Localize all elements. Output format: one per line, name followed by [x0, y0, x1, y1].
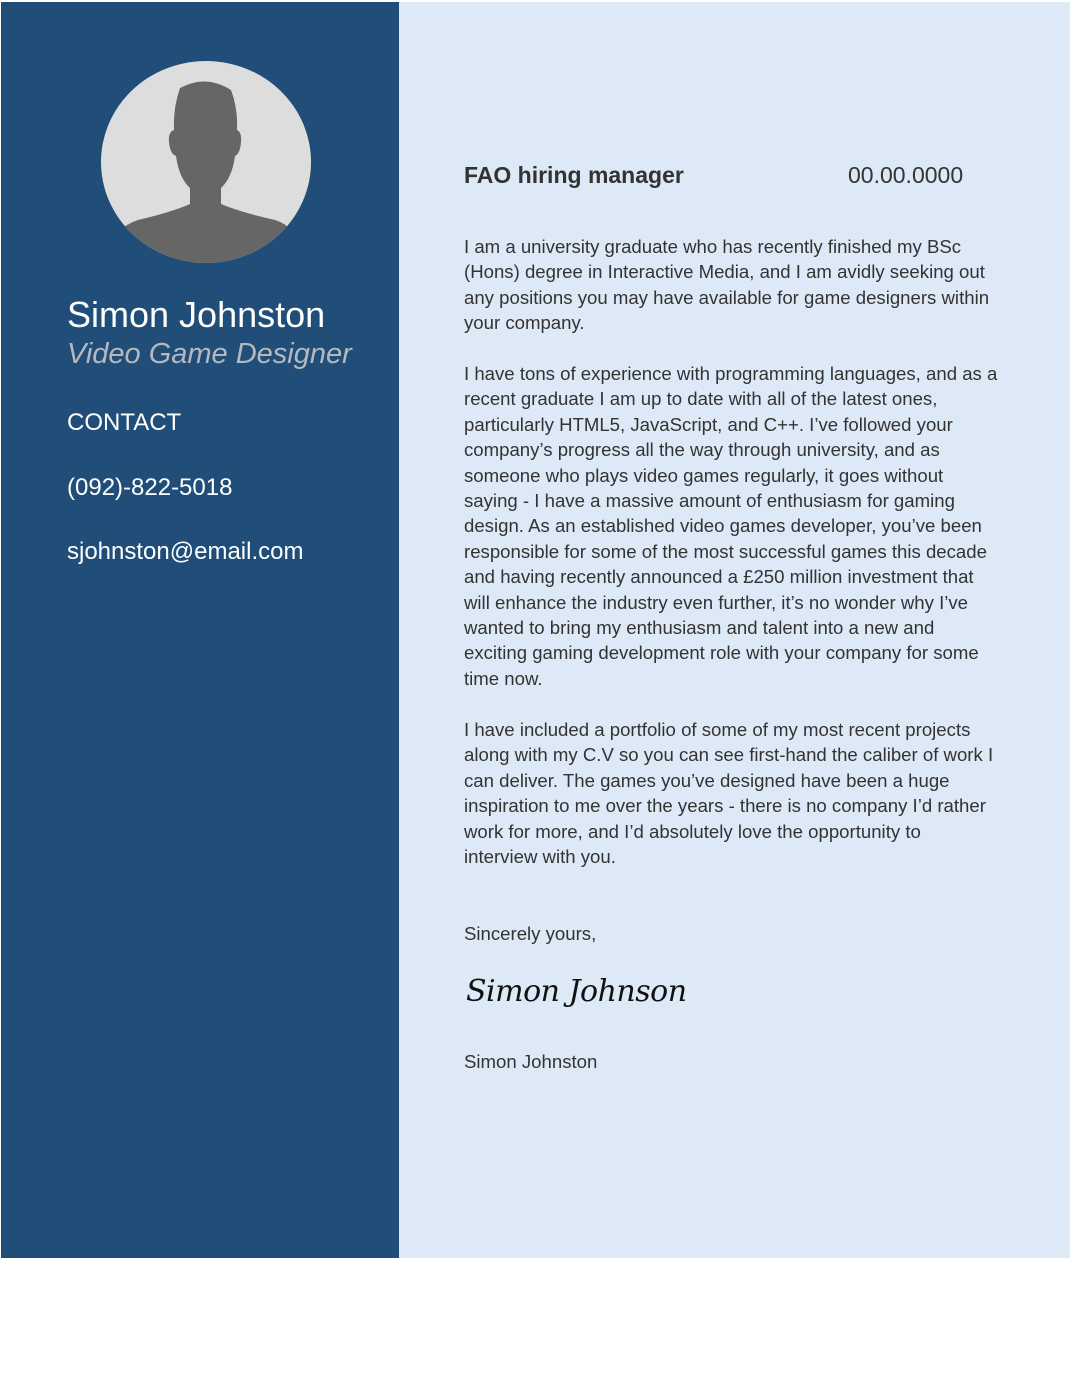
signed-name: Simon Johnston [464, 1051, 598, 1072]
sidebar [1, 2, 399, 1258]
candidate-name: Simon Johnston [67, 294, 326, 335]
signature: Simon Johnson [466, 974, 687, 1009]
closing-line: Sincerely yours, [464, 923, 597, 944]
person-silhouette-icon [100, 60, 312, 264]
letter-paragraph-1: I am a university graduate who has recently finished my BSc (Hons) degree in Interactive Media, and I am avidly seeking out any positions you may have available for game designers within your company. [464, 236, 990, 334]
recipient-line: FAO hiring manager [464, 162, 684, 188]
email-address: sjohnston@email.com [67, 538, 304, 565]
avatar [100, 60, 312, 264]
letter-paragraph-3: I have included a portfolio of some of my most recent projects along with my C.V so you can see first-hand the caliber of work I can deliver. The games you’ve designed have been a huge inspiration to me over the years - there is no company I’d rather work for more, and I’d absolutely love the opportunity to interview with you. [464, 719, 994, 868]
letter-paragraph-2: I have tons of experience with programming languages, and as a recent graduate I am up to date with all of the latest ones, particularly HTML5, JavaScript, and C++. I’ve followed your company’s progress all the way through university, and as someone who plays video games regularly, it goes without saying - I have a massive amount of enthusiasm for gaming design. As an established video games developer, you’ve been responsible for some of the most successful games this decade and having recently announced a £250 million investment that will enhance the industry even further, it’s no wonder why I’ve wanted to bring my enthusiasm and talent into a new and exciting gaming development role with your company for some time now. [464, 363, 998, 689]
job-title: Video Game Designer [67, 338, 352, 370]
contact-heading: CONTACT [67, 409, 182, 436]
phone-number: (092)-822-5018 [67, 474, 233, 501]
letter-date: 00.00.0000 [848, 162, 964, 188]
